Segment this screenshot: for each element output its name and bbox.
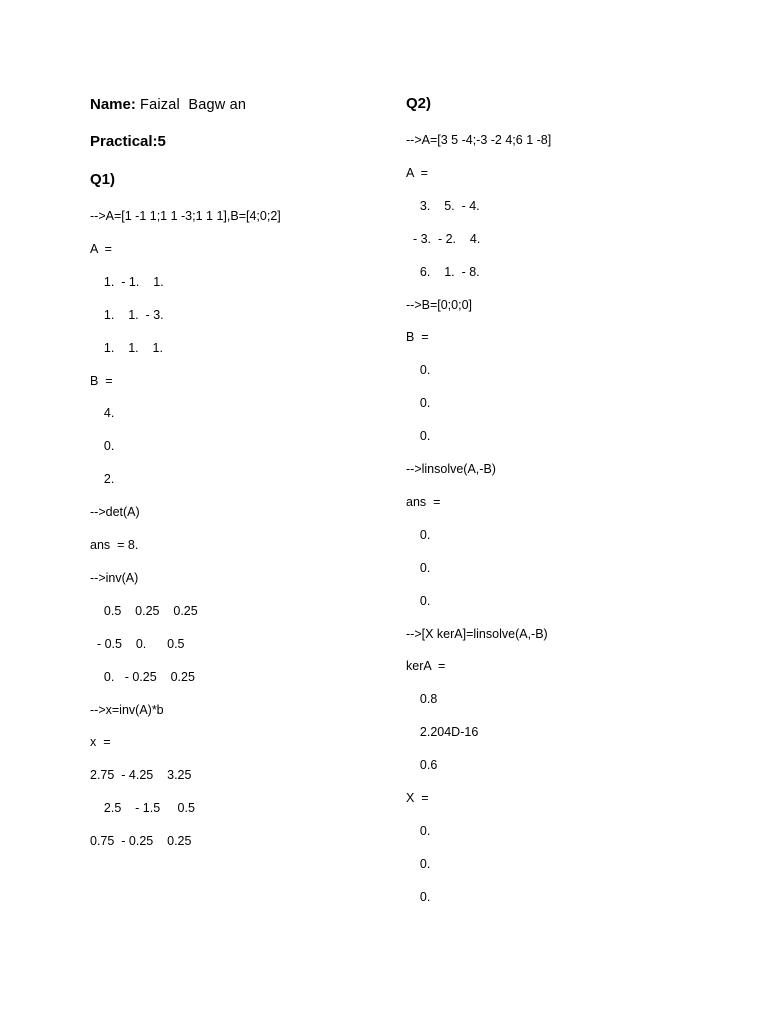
right-line: ans = bbox=[406, 494, 441, 509]
left-line: A = bbox=[90, 241, 112, 256]
right-line: 0. bbox=[406, 560, 431, 575]
right-line: 0.6 bbox=[406, 758, 438, 773]
left-line: -->x=inv(A)*b bbox=[90, 702, 164, 717]
left-line: 1. - 1. 1. bbox=[90, 274, 164, 289]
left-line: -->inv(A) bbox=[90, 570, 139, 585]
right-line: 0.8 bbox=[406, 692, 438, 707]
right-line: 0. bbox=[406, 527, 431, 542]
student-name: Faizal Bagw an bbox=[140, 97, 247, 113]
left-line: 0. - 0.25 0.25 bbox=[90, 669, 195, 684]
right-line: -->linsolve(A,-B) bbox=[406, 462, 496, 476]
right-line: 6. 1. - 8. bbox=[406, 264, 480, 279]
left-line: 0. bbox=[90, 439, 115, 454]
left-line: 4. bbox=[90, 406, 115, 421]
left-line: -->det(A) bbox=[90, 505, 140, 520]
left-line: 2.75 - 4.25 3.25 bbox=[90, 768, 192, 783]
right-line: 0. bbox=[406, 823, 431, 838]
name-label: Name: bbox=[90, 96, 136, 113]
left-line: 0.5 0.25 0.25 bbox=[90, 603, 198, 618]
right-line: 0. bbox=[406, 889, 431, 904]
practical-heading: Practical:5 bbox=[90, 133, 166, 150]
left-line: ans = 8. bbox=[90, 538, 139, 552]
right-line: 0. bbox=[406, 593, 431, 608]
right-line: X = bbox=[406, 791, 429, 805]
left-line: B = bbox=[90, 373, 113, 388]
right-line: 0. bbox=[406, 429, 431, 444]
right-line: -->B=[0;0;0] bbox=[406, 297, 473, 312]
right-line: - 3. - 2. 4. bbox=[406, 231, 481, 246]
left-line: 0.75 - 0.25 0.25 bbox=[90, 834, 192, 849]
left-line: - 0.5 0. 0.5 bbox=[90, 636, 185, 651]
right-line: 2.204D-16 bbox=[406, 725, 479, 740]
left-line: 2.5 - 1.5 0.5 bbox=[90, 801, 195, 816]
left-line: 2. bbox=[90, 472, 115, 487]
right-line: 0. bbox=[406, 856, 431, 871]
right-line: B = bbox=[406, 330, 429, 345]
left-line: 1. 1. - 3. bbox=[90, 307, 164, 322]
right-line: -->[X kerA]=linsolve(A,-B) bbox=[406, 626, 548, 641]
right-line: 0. bbox=[406, 363, 431, 378]
right-line: kerA = bbox=[406, 659, 446, 674]
left-line: 1. 1. 1. bbox=[90, 340, 163, 355]
q2-heading: Q2) bbox=[406, 95, 432, 112]
right-line: A = bbox=[406, 165, 428, 180]
right-line: 3. 5. - 4. bbox=[406, 198, 480, 213]
right-line: -->A=[3 5 -4;-3 -2 4;6 1 -8] bbox=[406, 133, 552, 147]
name-line bbox=[90, 95, 246, 115]
left-line: -->A=[1 -1 1;1 1 -3;1 1 1],B=[4;0;2] bbox=[90, 209, 281, 223]
left-line: x = bbox=[90, 735, 111, 750]
right-line: 0. bbox=[406, 396, 431, 411]
q1-heading: Q1) bbox=[90, 171, 116, 188]
